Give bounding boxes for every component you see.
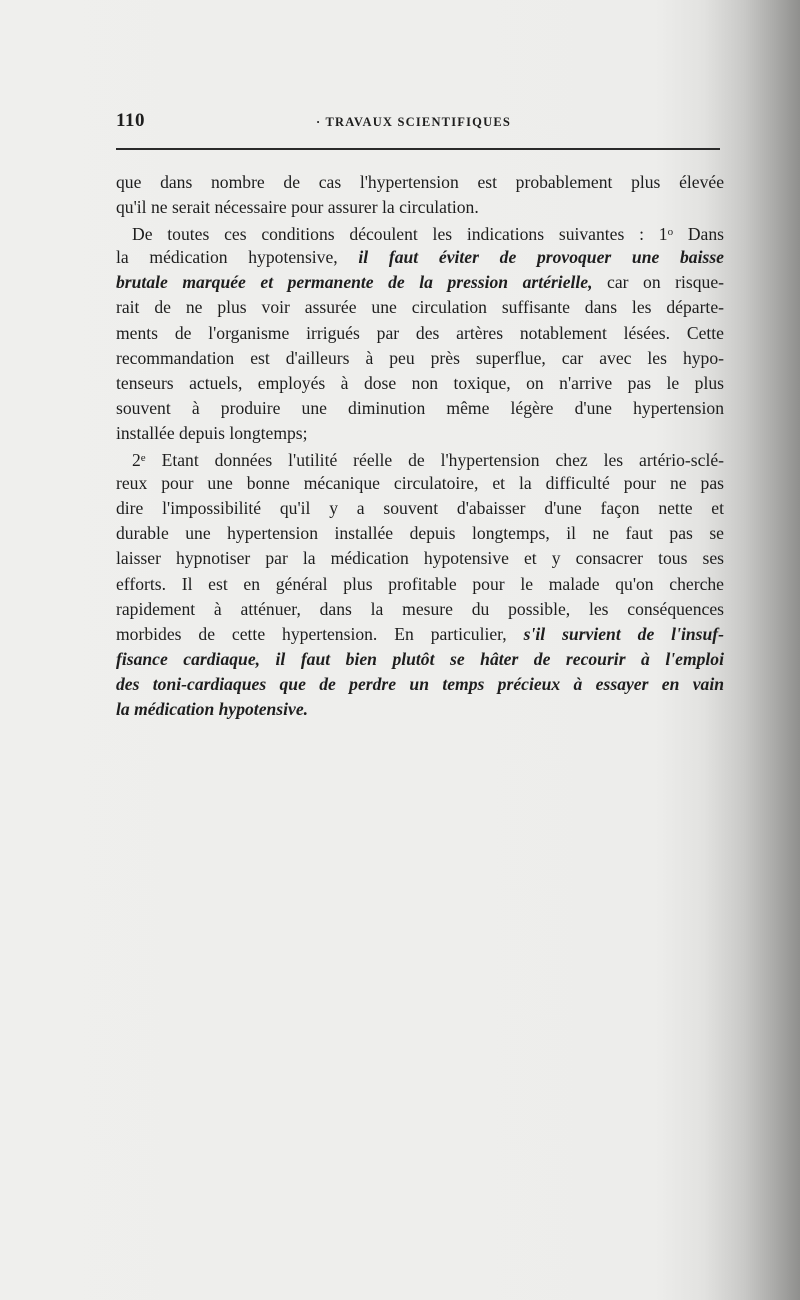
text-line: durable une hypertension installée depuis longtemps, il ne faut pas se (116, 523, 724, 544)
text-line (116, 446, 724, 471)
running-title: · TRAVAUX SCIENTIFIQUES (316, 115, 512, 129)
text-line: souvent à produire une diminution même légère d'une hypertension (116, 397, 724, 418)
text-line (116, 270, 724, 295)
body-text (116, 170, 724, 722)
text-line: reux pour une bonne mécanique circulatoire, et la difficulté pour ne pas (116, 473, 724, 494)
page-header (116, 110, 720, 142)
text-run: 2 (132, 450, 141, 471)
text-line: recommandation est d'ailleurs à peu près superflue, car avec les hypo- (116, 347, 724, 368)
text-line: rait de ne plus voir assurée une circulation suffisante dans les départe- (116, 297, 724, 318)
text-run: la médication hypotensive, (116, 247, 359, 268)
superscript: e (140, 452, 146, 465)
text-line: qu'il ne serait nécessaire pour assurer la circulation. (116, 197, 479, 218)
emphasis-text: il faut éviter de provoquer une baisse (358, 247, 724, 268)
text-line: laisser hypnotiser par la médication hypotensive et y consacrer tous ses (116, 548, 724, 569)
text-run: De toutes ces conditions découlent les indications suivantes : 1 (132, 224, 668, 245)
text-run: car on risque- (592, 272, 724, 293)
text-line: tenseurs actuels, employés à dose non toxique, on n'arrive pas le plus (116, 372, 724, 393)
text-line: installée depuis longtemps; (116, 422, 308, 443)
text-line: fisance cardiaque, il faut bien plutôt se hâter de recourir à l'emploi (116, 648, 724, 669)
text-line (116, 245, 724, 270)
page-number: 110 (116, 110, 145, 131)
text-line: rapidement à atténuer, dans la mesure du possible, les conséquences (116, 598, 724, 619)
text-line: la médication hypotensive. (116, 698, 309, 719)
text-run: Dans (673, 224, 724, 245)
text-line: des toni-cardiaques que de perdre un temps précieux à essayer en vain (116, 673, 724, 694)
superscript: o (667, 226, 674, 239)
text-line: ments de l'organisme irrigués par des artères notablement lésées. Cette (116, 322, 724, 343)
emphasis-text: s'il survient de l'insuf- (523, 623, 724, 644)
text-line (116, 622, 724, 647)
header-rule (116, 148, 720, 150)
text-run: Etant données l'utilité réelle de l'hypertension chez les artério-sclé- (145, 450, 724, 471)
emphasis-text: brutale marquée et permanente de la pression artérielle, (116, 272, 593, 293)
text-line: dire l'impossibilité qu'il y a souvent d'abaisser d'une façon nette et (116, 498, 724, 519)
text-line (116, 220, 724, 245)
text-run: morbides de cette hypertension. En particulier, (116, 623, 524, 644)
text-line: efforts. Il est en général plus profitable pour le malade qu'on cherche (116, 573, 724, 594)
text-line: que dans nombre de cas l'hypertension est probablement plus élevée (116, 172, 724, 192)
